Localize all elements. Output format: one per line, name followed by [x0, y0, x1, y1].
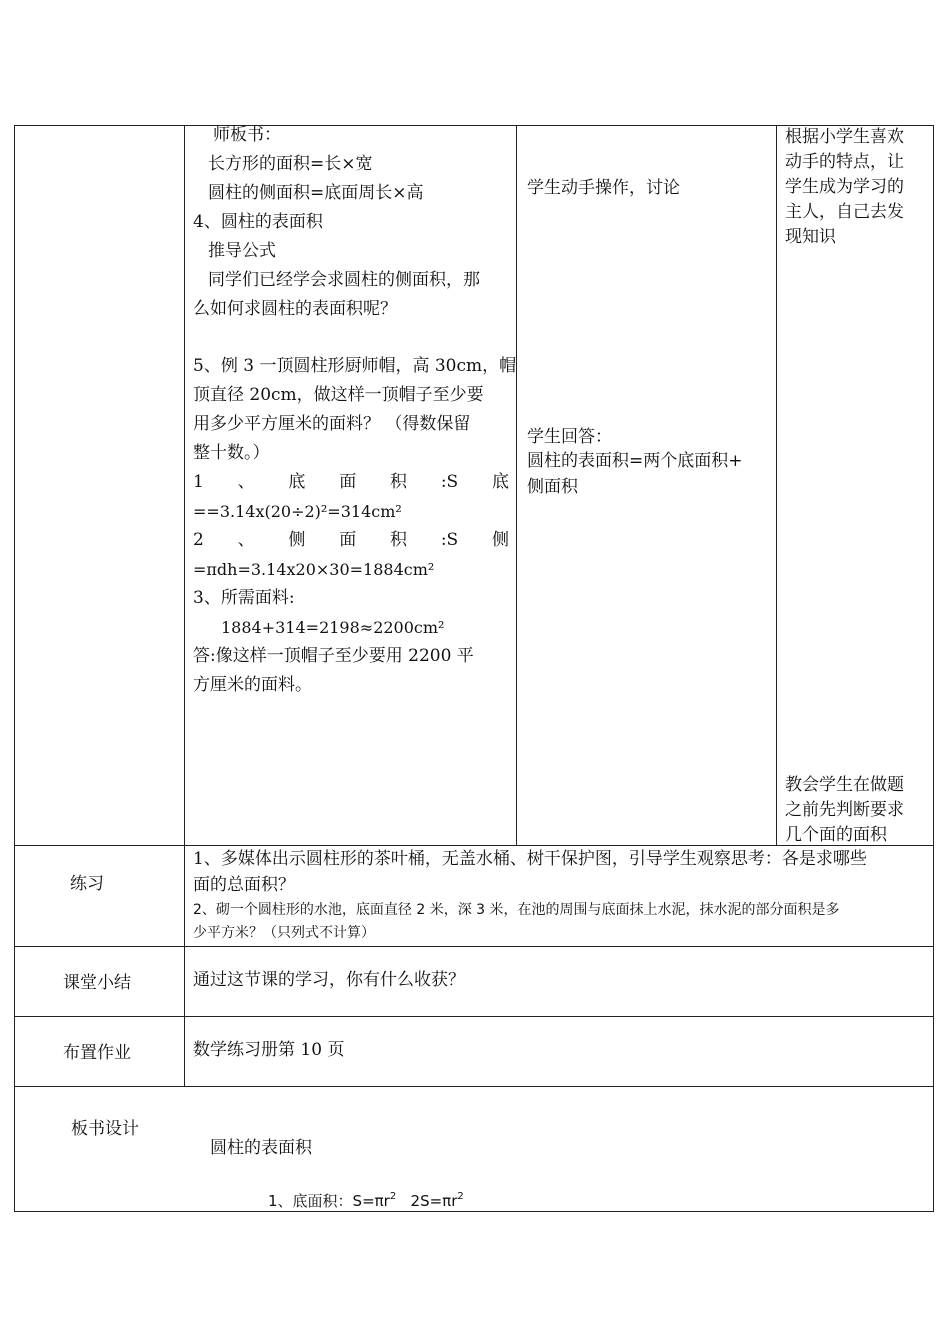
design-intent-line-3: 学生成为学习的 [785, 177, 904, 197]
table-border-bottom [14, 1211, 934, 1212]
board-notes-heading: 师板书： [213, 125, 281, 145]
design-intent-line-2: 动手的特点，让 [785, 152, 904, 172]
example-line-3: 用多少平方厘米的面料？ （得数保留 [193, 414, 471, 434]
design-intent-line-4: 主人，自己去发 [785, 202, 904, 222]
calc-base-area-label: 1 、 底 面 积 :S 底 [193, 472, 509, 492]
practice-line-3: 2、砌一个圆柱形的水池，底面直径 2 米，深 3 米，在池的周围与底面抹上水泥，抹水泥的部分面积是多 [193, 902, 840, 918]
board-title: 圆柱的表面积 [210, 1138, 312, 1158]
calc-lateral-area-label: 2 、 侧 面 积 :S 侧 [193, 530, 509, 550]
summary-text: 通过这节课的学习，你有什么收获？ [193, 970, 465, 990]
calc-base-area-value: ==3.14x(20÷2)²=314cm² [193, 502, 402, 521]
student-answer-line-1: 圆柱的表面积=两个底面积+ [527, 451, 743, 471]
table-border-left [14, 125, 15, 1211]
column-divider-2 [516, 125, 517, 845]
calc-total-label: 3、所需面料: [193, 588, 295, 608]
practice-label: 练习 [70, 874, 104, 894]
question-line-1: 同学们已经学会求圆柱的侧面积，那 [208, 270, 480, 290]
lateral-area-formula: 圆柱的侧面积=底面周长×高 [208, 183, 424, 203]
column-divider-3 [776, 125, 777, 845]
answer-line-2: 方厘米的面料。 [193, 675, 312, 695]
example-line-1: 5、例 3 一顶圆柱形厨师帽，高 30cm，帽 [193, 356, 517, 376]
example-line-4: 整十数。） [193, 443, 270, 463]
student-answer-label: 学生回答： [527, 427, 612, 447]
table-border-right [933, 125, 934, 1211]
row-divider-board [14, 1086, 934, 1087]
board-formula: 1、底面积：$S=\pi r^2$ $2S=\pi r^2$ [268, 1191, 464, 1210]
student-activity-text: 学生动手操作，讨论 [527, 178, 680, 198]
homework-text: 数学练习册第 10 页 [193, 1040, 345, 1060]
design-intent-line-5: 现知识 [785, 227, 836, 247]
practice-line-4: 少平方米？（只列式不计算） [193, 925, 375, 941]
rectangle-area-formula: 长方形的面积=长×宽 [208, 154, 373, 174]
design-intent-line-1: 根据小学生喜欢 [785, 127, 904, 147]
row-divider-summary [14, 946, 934, 947]
design-note-line-1: 教会学生在做题 [785, 775, 904, 795]
design-note-line-2: 之前先判断要求 [785, 800, 904, 820]
example-line-2: 顶直径 20cm，做这样一顶帽子至少要 [193, 385, 484, 405]
summary-label: 课堂小结 [63, 973, 131, 993]
calc-total-value: 1884+314=2198≈2200cm² [221, 618, 445, 637]
practice-line-1: 1、多媒体出示圆柱形的茶叶桶，无盖水桶、树干保护图，引导学生观察思考：各是求哪些 [193, 849, 867, 869]
homework-label: 布置作业 [63, 1043, 131, 1063]
answer-line-1: 答:像这样一顶帽子至少要用 2200 平 [193, 646, 474, 666]
board-design-label: 板书设计 [71, 1119, 139, 1139]
surface-area-heading: 4、圆柱的表面积 [193, 212, 323, 232]
design-note-line-3: 几个面的面积 [785, 825, 887, 845]
row-divider-homework [14, 1016, 934, 1017]
question-line-2: 么如何求圆柱的表面积呢？ [193, 299, 397, 319]
student-answer-line-2: 侧面积 [527, 477, 578, 497]
column-divider-1 [184, 125, 185, 1086]
derive-formula-text: 推导公式 [208, 241, 276, 261]
calc-lateral-area-value: =πdh=3.14x20×30=1884cm² [193, 560, 435, 579]
practice-line-2: 面的总面积？ [193, 875, 295, 895]
